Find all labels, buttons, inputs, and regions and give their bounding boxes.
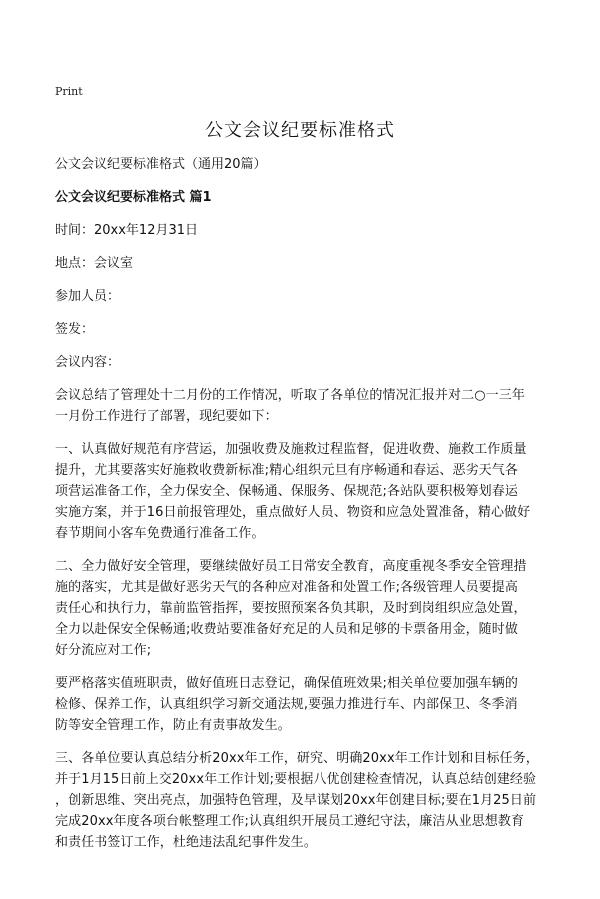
- paragraph-line: 项营运准备工作，全力保安全、保畅通、保服务、保规范;各站队要积极筹划春运: [55, 484, 518, 499]
- paragraph-line: 要严格落实值班职责，做好值班日志登记，确保值班效果;相关单位要加强车辆的: [55, 676, 518, 691]
- paragraph-line: 全力以赴保安全保畅通;收费站要准备好充足的人员和足够的卡票备用金，随时做: [55, 622, 518, 637]
- paragraph-item-3: [55, 748, 555, 853]
- paragraph-line: 三、各单位要认真总结分析20xx年工作，研究、明确20xx年工作计划和目标任务，: [55, 751, 539, 766]
- print-label: Print: [55, 85, 83, 98]
- meeting-time: 时间：20xx年12月31日: [55, 223, 199, 238]
- paragraph-line: 和责任书签订工作，杜绝违法乱纪事件发生。: [55, 835, 318, 850]
- meeting-issuer: 签发：: [55, 322, 95, 337]
- paragraph-line: 施的落实，尤其是做好恶劣天气的各种应对准备和处置工作;各级管理人员要提高: [55, 580, 518, 595]
- paragraph-item-2: [55, 556, 555, 661]
- paragraph-line: 检修、保养工作，认真组织学习新交通法规,要强力推进行车、内部保卫、冬季消: [55, 697, 518, 712]
- paragraph-line: 防等安全管理工作，防止有责事故发生。: [55, 718, 291, 733]
- paragraph-line: 春节期间小客车免费通行准备工作。: [55, 526, 265, 541]
- section-heading: 公文会议纪要标准格式 篇1: [55, 190, 212, 205]
- paragraph-line: ，创新思维、突出亮点，加强特色管理，及早谋划20xx年创建目标;要在1月25日前: [55, 793, 537, 808]
- meeting-attendees: 参加人员：: [55, 289, 121, 304]
- document-subtitle: 公文会议纪要标准格式（通用20篇）: [55, 157, 267, 172]
- paragraph-intro: [55, 385, 555, 427]
- meeting-location: 地点：会议室: [55, 256, 134, 271]
- paragraph-line: 完成20xx年度各项台帐整理工作;认真组织开展员工遵纪守法，廉洁从业思想教育: [55, 814, 525, 829]
- paragraph-line: 一、认真做好规范有序营运，加强收费及施救过程监督，促进收费、施救工作质量: [55, 442, 527, 457]
- paragraph-duty: [55, 673, 555, 736]
- paragraph-line: 责任心和执行力，靠前监管指挥，要按照预案各负其职，及时到岗组织应急处置，: [55, 601, 527, 616]
- paragraph-line: 实施方案，并于16日前报管理处，重点做好人员、物资和应急处置准备，精心做好: [55, 505, 531, 520]
- paragraph-line: 并于1月15日前上交20xx年工作计划;要根据八优创建检查情况，认真总结创建经验: [55, 772, 537, 787]
- paragraph-line: 一月份工作进行了部署，现纪要如下：: [55, 409, 278, 424]
- meeting-content-label: 会议内容：: [55, 355, 121, 370]
- paragraph-item-1: [55, 439, 555, 544]
- paragraph-line: 会议总结了管理处十二月份的工作情况，听取了各单位的情况汇报并对二○一三年: [55, 388, 525, 403]
- paragraph-line: 好分流应对工作;: [55, 643, 152, 658]
- document-body: [55, 154, 555, 865]
- paragraph-line: 二、全力做好安全管理，要继续做好员工日常安全教育，高度重视冬季安全管理措: [55, 559, 527, 574]
- document-title: 公文会议纪要标准格式: [205, 120, 395, 141]
- paragraph-line: 提升，尤其要落实好施救收费新标准;精心组织元旦有序畅通和春运、恶劣天气各: [55, 463, 518, 478]
